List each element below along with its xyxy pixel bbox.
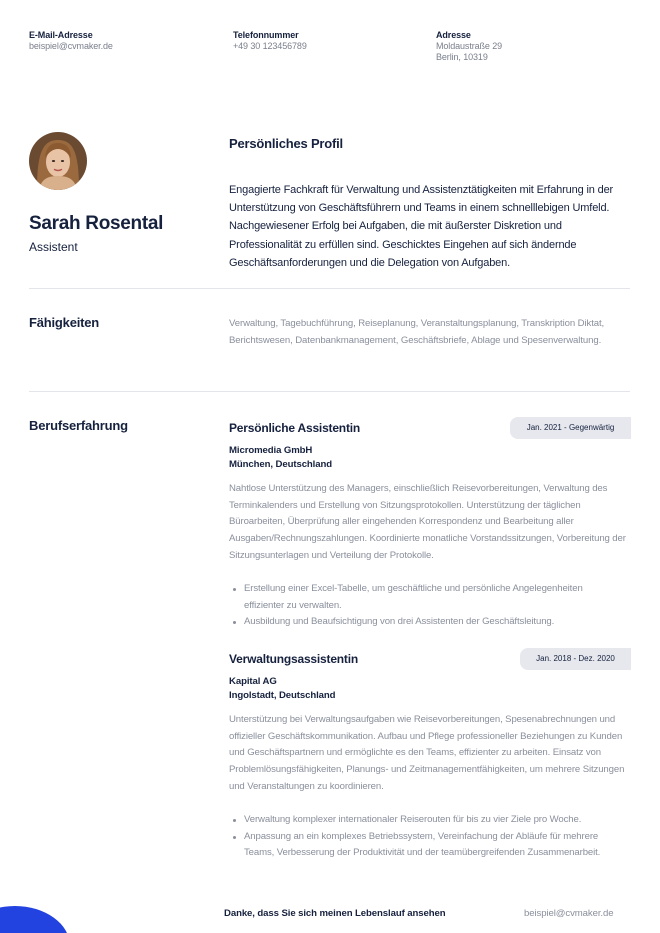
address-line2: Berlin, 10319 xyxy=(436,52,488,62)
list-item: Ausbildung und Beaufsichtigung von drei Assistenten der Geschäftsleitung. xyxy=(244,614,624,631)
job-title: Persönliche Assistentin xyxy=(229,421,360,435)
divider xyxy=(29,288,630,289)
date-badge: Jan. 2018 - Dez. 2020 xyxy=(520,648,631,670)
decorative-corner-shape xyxy=(0,906,70,933)
date-badge: Jan. 2021 - Gegenwärtig xyxy=(510,417,631,439)
company-name: Micromedia GmbH xyxy=(229,445,313,456)
avatar xyxy=(29,132,87,190)
list-item: Anpassung an ein komplexes Betriebssystem, Vereinfachung der Abläufe für mehrere Teams, Verbesserung der Produktivität und der teamübergreifenden Zusammenarbeit. xyxy=(244,829,624,862)
address-line1: Moldaustraße 29 xyxy=(436,41,503,51)
divider xyxy=(29,391,630,392)
job-description: Unterstützung bei Verwaltungsaufgaben wie Reisevorbereitungen, Spesenabrechnungen und offizieller Geschäftskommunikation. Aufbau und Pflege professioneller Beziehungen zu Kunden und Geschäftspartnern und ermöglichte es den Teams, effizienter zu arbeiten. Einsatz von Problemlösungsfähigkeiten, Planungs- und Zeitmanagementfähigkeiten, um mehrere Sitzungen und Veranstaltungen zu koordinieren. xyxy=(229,714,625,792)
job-bullets xyxy=(244,812,624,862)
company-location: Ingolstadt, Deutschland xyxy=(229,690,336,701)
list-item: Erstellung einer Excel-Tabelle, um geschäftliche und persönliche Angelegenheiten effizienter zu verwalten. xyxy=(244,581,624,614)
address-label: Adresse xyxy=(436,30,471,40)
contact-phone xyxy=(233,29,307,52)
experience-heading: Berufserfahrung xyxy=(29,418,128,433)
profile-text: Engagierte Fachkraft für Verwaltung und Assistenztätigkeiten mit Erfahrung in der Unterstützung von Geschäftsführern und Teams in einem schnelllebigen Umfeld. Nachgewiesener Erfolg bei Aufgaben, die mit äußerster Diskretion und Professionalität zu erfüllen sind. Geschicktes Eingehen auf sich ändernde Geschäftsanforderungen und die Delegation von Aufgaben. xyxy=(229,184,614,269)
job-title: Verwaltungsassistentin xyxy=(229,652,358,666)
phone-value[interactable]: +49 30 123456789 xyxy=(233,41,307,51)
phone-label: Telefonnummer xyxy=(233,30,299,40)
company-location: München, Deutschland xyxy=(229,459,333,470)
job-description: Nahtlose Unterstützung des Managers, einschließlich Reisevorbereitungen, Verwaltung des Terminkalenders und Erstellung von Sitzungsprotokollen. Unterstützung der täglichen Büroarbeiten, Überprüfung aller eingehenden Korrespondenz und Bearbeitung aller Ausgaben/Rechnungszahlungen. Koordinierte monatliche Vorstandssitzungen, Vorbereitung der Sitzungsunterlagen und Verteilung der Protokolle. xyxy=(229,483,626,561)
contact-email xyxy=(29,29,113,52)
person-role: Assistent xyxy=(29,240,78,254)
list-item: Verwaltung komplexer internationaler Reiserouten für bis zu vier Ziele pro Woche. xyxy=(244,812,624,829)
email-label: E-Mail-Adresse xyxy=(29,30,93,40)
person-name: Sarah Rosental xyxy=(29,213,164,234)
skills-text: Verwaltung, Tagebuchführung, Reiseplanung, Veranstaltungsplanung, Transkription Diktat, Berichtswesen, Datenbankmanagement, Geschäftsbriefe, Ablage und Spesenverwaltung. xyxy=(229,318,605,346)
job-bullets xyxy=(244,581,624,631)
profile-heading: Persönliches Profil xyxy=(229,136,343,151)
skills-heading: Fähigkeiten xyxy=(29,315,100,330)
company-name: Kapital AG xyxy=(229,676,277,687)
portrait-photo xyxy=(29,132,87,190)
footer-thanks: Danke, dass Sie sich meinen Lebenslauf ansehen xyxy=(224,908,446,919)
footer-email[interactable]: beispiel@cvmaker.de xyxy=(524,908,614,919)
contact-address xyxy=(436,29,502,63)
email-value[interactable]: beispiel@cvmaker.de xyxy=(29,41,113,51)
